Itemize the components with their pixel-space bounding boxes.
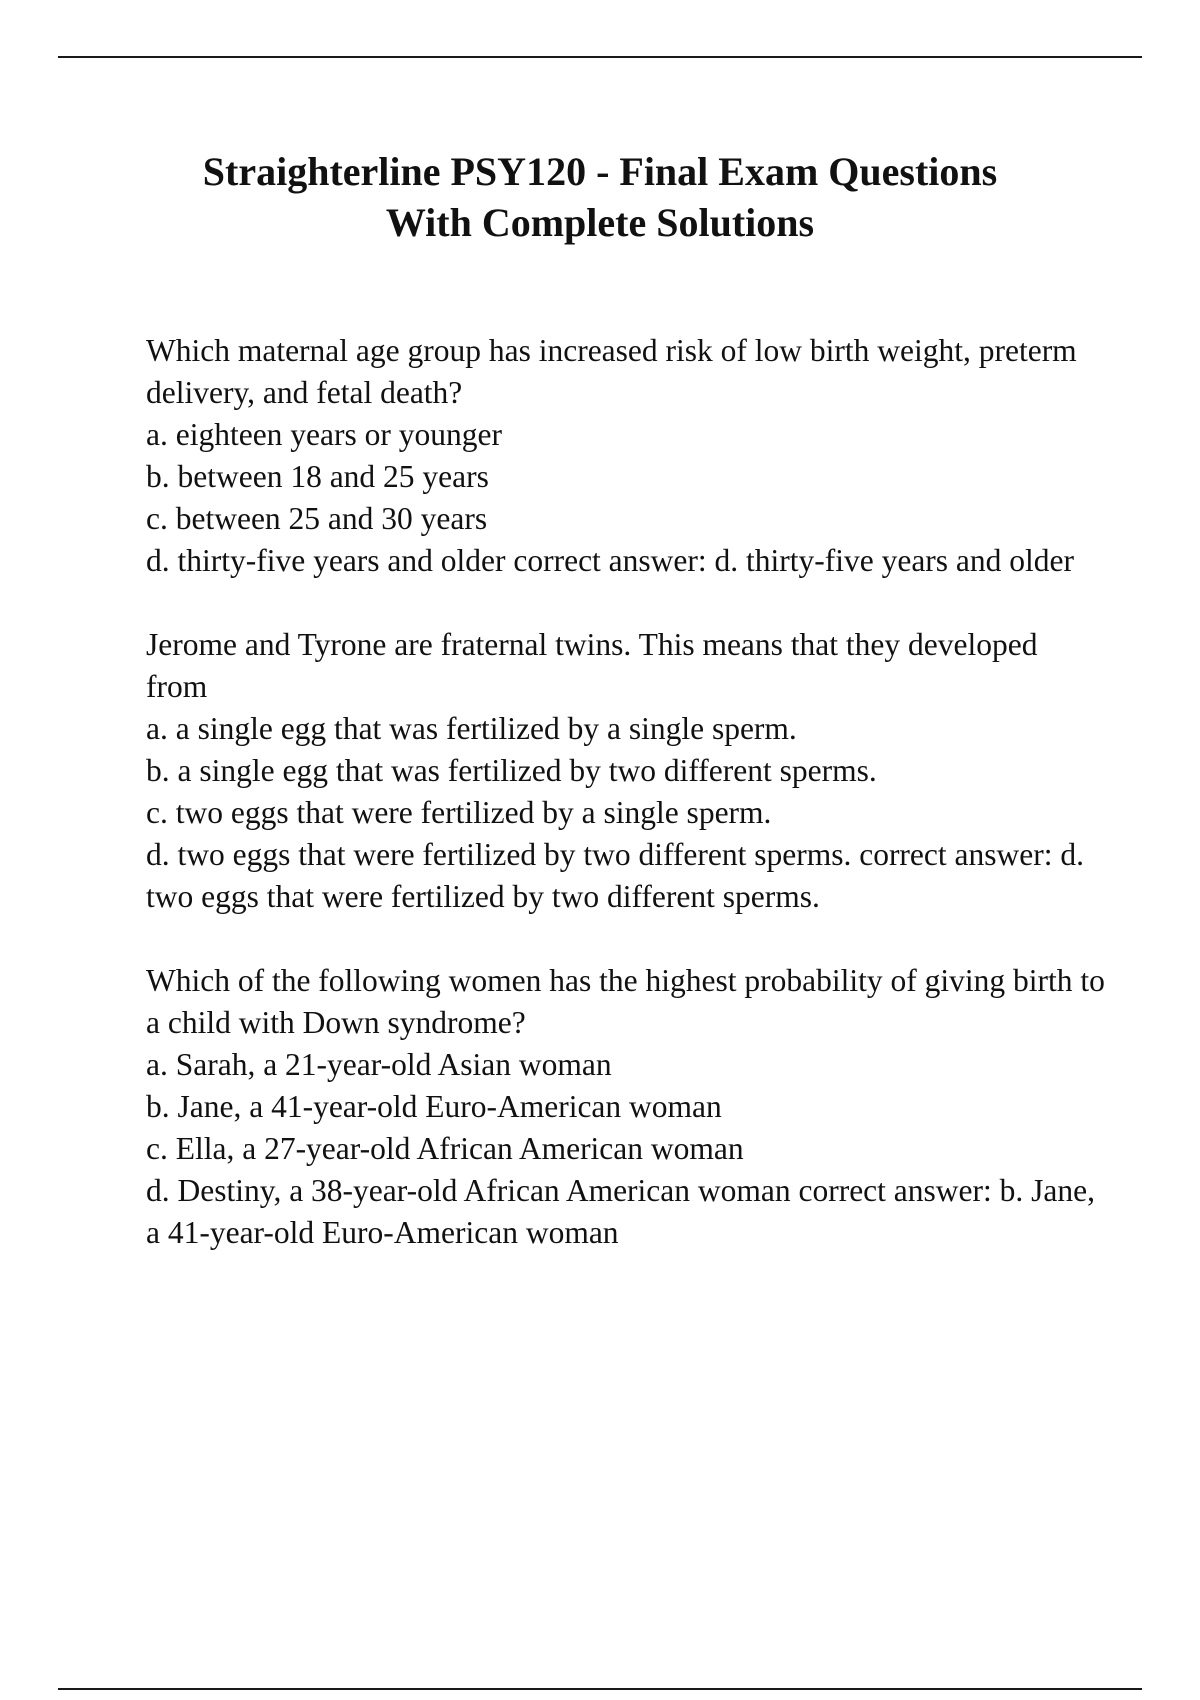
footer-rule	[58, 1688, 1142, 1690]
header-rule	[58, 56, 1142, 58]
document-title	[100, 146, 1100, 248]
answer-option-c: c. Ella, a 27-year-old African American woman	[146, 1131, 744, 1166]
answer-option-a: a. Sarah, a 21-year-old Asian woman	[146, 1047, 612, 1082]
answer-option-d: d. two eggs that were fertilized by two different sperms. correct answer: d. two eggs that were fertilized by two different sperms.	[146, 837, 1084, 914]
question-stem: Which of the following women has the highest probability of giving birth to a child with Down syndrome?	[146, 963, 1105, 1040]
title-line-1: Straighterline PSY120 - Final Exam Questions	[202, 149, 998, 194]
answer-option-c: c. two eggs that were fertilized by a single sperm.	[146, 795, 772, 830]
answer-option-b: b. a single egg that was fertilized by two different sperms.	[146, 753, 877, 788]
question-stem: Jerome and Tyrone are fraternal twins. This means that they developed from	[146, 627, 1038, 704]
answer-option-b: b. between 18 and 25 years	[146, 459, 489, 494]
answer-option-a: a. a single egg that was fertilized by a single sperm.	[146, 711, 797, 746]
question-3	[146, 960, 1106, 1254]
question-1	[146, 330, 1106, 582]
question-2	[146, 624, 1106, 918]
question-stem: Which maternal age group has increased risk of low birth weight, preterm delivery, and fetal death?	[146, 333, 1077, 410]
answer-option-c: c. between 25 and 30 years	[146, 501, 488, 536]
document-body	[146, 330, 1106, 1296]
title-line-2: With Complete Solutions	[385, 200, 815, 245]
answer-option-b: b. Jane, a 41-year-old Euro-American woman	[146, 1089, 722, 1124]
answer-option-a: a. eighteen years or younger	[146, 417, 502, 452]
answer-option-d: d. Destiny, a 38-year-old African American woman correct answer: b. Jane, a 41-year-old Euro-American woman	[146, 1173, 1095, 1250]
answer-option-d: d. thirty-five years and older correct answer: d. thirty-five years and older	[146, 543, 1075, 578]
